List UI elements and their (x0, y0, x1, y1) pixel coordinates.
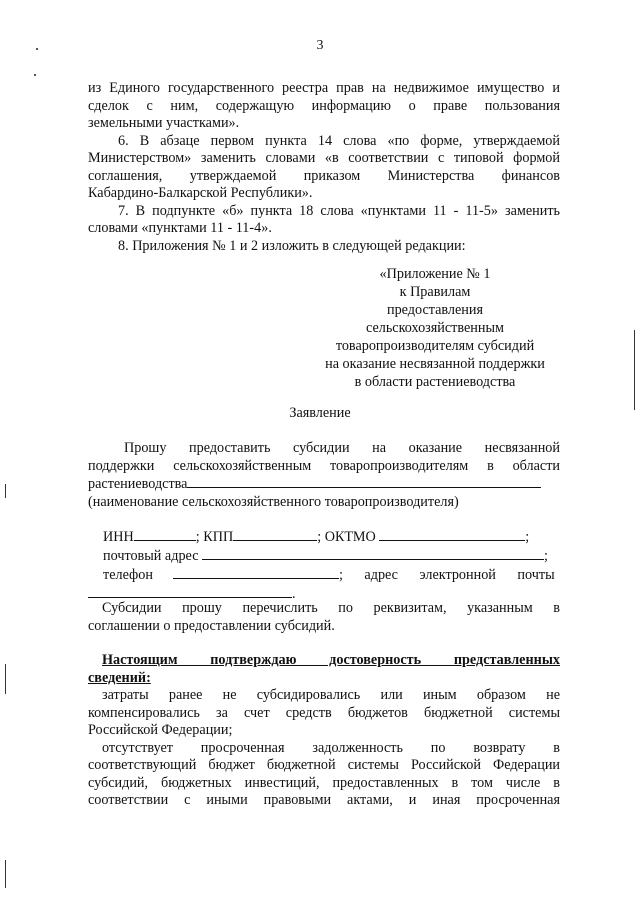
text-line: 6. В абзаце первом пункта 14 слова «по форме, утверждаемой (118, 132, 560, 149)
text-line: Прошу предоставить субсидии на оказание несвязанной (124, 440, 560, 456)
confirm-heading: Настоящим подтверждаю достоверность представленных (102, 652, 560, 668)
text-line: отсутствует просроченная задолженность по возврату в (102, 739, 560, 756)
text-line: соглашении о предоставлении субсидий. (88, 617, 335, 634)
text-line: земельными участками». (88, 115, 240, 131)
text-line (88, 475, 560, 494)
annex-header (310, 265, 560, 391)
scan-edge-mark (634, 330, 635, 410)
scan-edge-mark (5, 484, 6, 498)
text-line: Субсидии прошу перечислить по реквизитам, указанным в (102, 600, 560, 616)
text-line: поддержки сельскохозяйственным товаропроизводителям в области (88, 457, 560, 474)
text-line: из Единого государственного реестра прав на недвижимое имущество и (88, 80, 560, 96)
text-line: субсидий, бюджетных инвестиций, предоставленных в том числе в (88, 774, 560, 791)
email-blank (88, 585, 292, 598)
address-row (103, 547, 548, 565)
address-label: почтовый адрес (103, 548, 199, 564)
text-line: 7. В подпункте «б» пункта 18 слова «пунктами 11 - 11-5» заменить (118, 202, 560, 219)
text-line: затраты ранее не субсидировались или иным образом не (102, 687, 560, 703)
inn-label: ИНН (103, 529, 134, 545)
request-paragraph (88, 440, 560, 511)
inn-kpp-oktmo-row (103, 528, 529, 546)
annex-line: в области растениеводства (354, 374, 516, 390)
producer-caption: (наименование сельскохозяйственного товаропроизводителя) (88, 493, 459, 510)
confirm-heading: сведений: (88, 669, 151, 686)
annex-line: на оказание несвязанной поддержки (325, 356, 545, 372)
text-line: Министерством» заменить словами «в соответствии с типовой формой (88, 150, 560, 166)
text-line: 8. Приложения № 1 и 2 изложить в следующей редакции: (118, 237, 466, 254)
text-line: Российской Федерации; (88, 722, 233, 738)
annex-line: предоставления (386, 302, 484, 318)
text-fragment: растениеводства (88, 476, 188, 492)
email-label: ; адрес электронной почты (338, 567, 555, 583)
annex-line: товаропроизводителям субсидий (335, 338, 535, 354)
text-fragment: ; (544, 548, 548, 564)
transfer-paragraph (88, 600, 560, 635)
text-line: сделок с ним, содержащую информацию о праве пользования (88, 97, 560, 114)
address-blank (202, 547, 544, 560)
kpp-blank (233, 528, 317, 541)
text-line: Кабардино-Балкарской Республики». (88, 185, 313, 201)
text-fragment: . (292, 586, 296, 602)
text-fragment: ; (525, 529, 530, 545)
text-line: соответствии с иными правовыми актами, и иная просроченная (88, 792, 560, 808)
annex-line: «Приложение № 1 (379, 266, 491, 282)
phone-blank (173, 566, 339, 579)
text-line: компенсировались за счет средств бюджетов бюджетной системы (88, 704, 560, 721)
amendment-paragraphs (88, 80, 560, 255)
annex-line: к Правилам (399, 284, 471, 300)
scan-edge-mark (5, 860, 6, 888)
text-line: соответствующий бюджет бюджетной системы Российской Федерации (88, 757, 560, 773)
scan-speck (34, 74, 36, 76)
producer-name-blank (187, 475, 541, 488)
page-number: 3 (316, 38, 324, 53)
text-line: словами «пунктами 11 - 11-4». (88, 220, 272, 236)
phone-label: телефон (103, 567, 153, 583)
phone-email-row (103, 566, 555, 584)
oktmo-blank (379, 528, 525, 541)
annex-line: сельскохозяйственным (365, 320, 504, 336)
document-title: Заявление (289, 405, 351, 421)
oktmo-label: ; ОКТМО (317, 529, 376, 545)
kpp-label: ; КПП (195, 529, 234, 545)
inn-blank (134, 528, 196, 541)
text-line: соглашения, утверждаемой приказом Министерства финансов (88, 167, 560, 184)
scan-edge-mark (5, 664, 6, 694)
confirm-section (88, 652, 560, 810)
